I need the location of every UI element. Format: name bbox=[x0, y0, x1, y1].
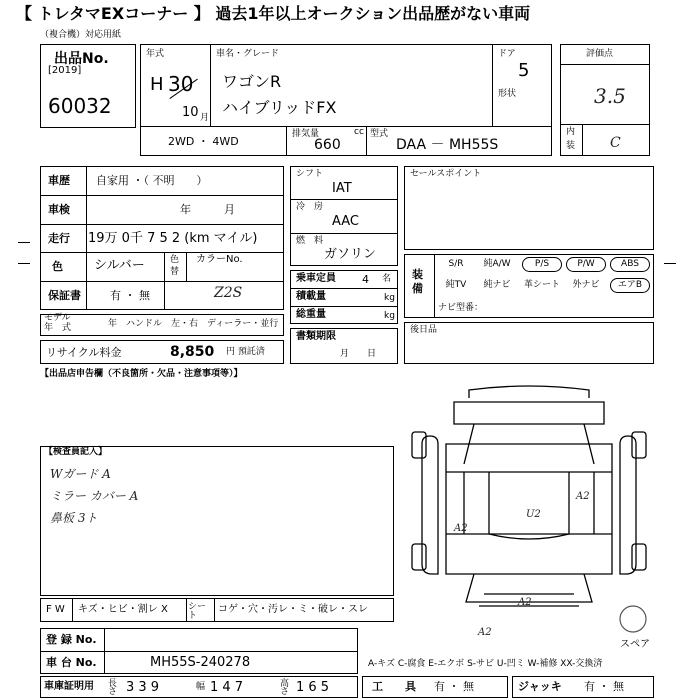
height-value: 1 6 5 bbox=[296, 680, 330, 695]
recycle-amount: 8,850 bbox=[170, 344, 215, 360]
chassis-label: 車 台 No. bbox=[46, 656, 97, 669]
cc-label: cc bbox=[354, 127, 364, 137]
weight-unit: kg bbox=[384, 311, 395, 321]
doors-value: 5 bbox=[518, 60, 530, 81]
history-row-label: 色 bbox=[52, 260, 63, 273]
color-change-label-2: 替 bbox=[170, 267, 180, 277]
equip-sr: S/R bbox=[448, 259, 464, 269]
history-row-label: 走行 bbox=[48, 232, 70, 245]
car-name: ワゴンR bbox=[222, 72, 282, 91]
ac-value: AAC bbox=[332, 214, 359, 229]
fw-text: キズ・ヒビ・割レ X bbox=[78, 604, 168, 615]
banner: 【 トレタマEXコーナー 】 過去1年以上オークション出品歴がない車両 bbox=[16, 4, 531, 23]
name-label: 車名・グレード bbox=[216, 49, 280, 59]
shift-value: IAT bbox=[332, 181, 352, 196]
equip-ext-navi: 外ナビ bbox=[572, 280, 600, 290]
weight-label: 総重量 bbox=[296, 309, 326, 320]
ac-label: 冷 房 bbox=[296, 202, 324, 212]
interior-value: C bbox=[610, 135, 621, 151]
interior-label-2: 装 bbox=[566, 141, 576, 151]
model-year-rest: 年 ハンドル 左・右 ディーラー・並行 bbox=[108, 319, 279, 329]
history-row-value: 有 ・ 無 bbox=[110, 289, 150, 302]
width-label: 幅 bbox=[196, 682, 206, 692]
tools-label: 工 具 bbox=[372, 680, 416, 693]
width-value: 1 4 7 bbox=[210, 680, 244, 695]
tools-value: 有 ・ 無 bbox=[434, 680, 474, 693]
load-label: 積載量 bbox=[296, 291, 326, 302]
notice-label: 【出品店申告欄（不良箇所・欠品・注意事項等）】 bbox=[40, 369, 243, 379]
fuel-value: ガソリン bbox=[324, 247, 377, 262]
inspector-note: 鼻板 3ト bbox=[50, 511, 98, 525]
color-no-value: Z2S bbox=[214, 285, 243, 301]
car-damage-diagram bbox=[404, 384, 654, 624]
shape-label: 形状 bbox=[498, 89, 517, 99]
color-change-label-1: 色 bbox=[170, 255, 180, 265]
equip-abs: ABS bbox=[610, 257, 650, 272]
damage-mark: A2 bbox=[576, 491, 590, 502]
interior-label-1: 内 bbox=[566, 127, 576, 137]
history-row-label: 車検 bbox=[48, 203, 70, 216]
recycle-label: リサイクル料金 bbox=[46, 346, 122, 359]
drive-value: 2WD ・ 4WD bbox=[168, 135, 239, 148]
inspector-label: 【検査員記入】 bbox=[44, 447, 108, 457]
history-row-value: 自家用 ・（ 不明 ） bbox=[96, 174, 208, 187]
jack-label: ジャッキ bbox=[518, 680, 562, 693]
model-year-label-2: 年 式 bbox=[44, 323, 72, 333]
capacity-unit: 名 bbox=[382, 274, 392, 284]
navi-label: ナビ型番： bbox=[438, 303, 484, 313]
month-unit: 月 bbox=[200, 113, 210, 123]
history-row-label: 保証書 bbox=[48, 289, 81, 302]
damage-mark: U2 bbox=[526, 509, 541, 520]
model-label: 型式 bbox=[370, 129, 389, 139]
history-row-label: 車歴 bbox=[48, 174, 70, 187]
history-row-value: シルバー bbox=[94, 258, 145, 273]
chassis-value: MH55S-240278 bbox=[150, 655, 251, 670]
seat-label: シート bbox=[188, 602, 207, 621]
color-no-label: カラーNo. bbox=[196, 254, 243, 265]
car-grade: ハイブリッドFX bbox=[222, 98, 337, 117]
equip-pw: P/W bbox=[566, 257, 606, 272]
recycle-unit: 円 預託済 bbox=[226, 347, 265, 357]
inspector-note: ミラー カバー A bbox=[50, 489, 139, 503]
equip-ps: P/S bbox=[522, 257, 562, 272]
lot-number: 60032 bbox=[48, 94, 112, 118]
sales-point-label: セールスポイント bbox=[410, 169, 482, 179]
model-year-label-1: モデル bbox=[44, 313, 71, 323]
cert-label: 車庫証明用 bbox=[44, 681, 94, 692]
equipment-label: 装 備 bbox=[412, 268, 434, 295]
length-label: 長さ bbox=[108, 679, 118, 697]
after-label: 後日品 bbox=[410, 325, 438, 335]
shift-label: シフト bbox=[296, 169, 324, 179]
load-unit: kg bbox=[384, 293, 395, 303]
equip-awheel: 純A/W bbox=[483, 259, 511, 269]
height-label: 高さ bbox=[280, 679, 290, 697]
lot-label: 出品No. bbox=[54, 51, 109, 67]
displacement-label: 排気量 bbox=[292, 129, 320, 139]
inspector-note: Wガード A bbox=[50, 467, 111, 481]
equip-navi: 純ナビ bbox=[483, 280, 511, 290]
reissue-label: （複合機）対応用紙 bbox=[40, 30, 122, 40]
spare-label: スペア bbox=[620, 639, 650, 650]
displacement-value: 660 bbox=[314, 137, 341, 153]
capacity-value: 4 bbox=[362, 273, 369, 286]
capacity-label: 乗車定員 bbox=[296, 273, 336, 284]
month-value: 10 bbox=[182, 105, 199, 120]
model-value: DAA － MH55S bbox=[396, 137, 499, 153]
jack-value: 有 ・ 無 bbox=[584, 680, 624, 693]
equip-leather: 革シート bbox=[523, 280, 560, 290]
damage-mark: A2 bbox=[478, 627, 492, 638]
year-label: 年式 bbox=[146, 49, 165, 59]
doc-unit: 月 日 bbox=[340, 349, 377, 359]
reg-label: 登 録 No. bbox=[46, 633, 97, 646]
era: H bbox=[150, 74, 164, 95]
seat-text: コゲ・穴・汚レ・ミ・破レ・スレ bbox=[218, 604, 368, 615]
damage-legend: A-キズ C-腐食 E-エクボ S-サビ U-凹ミ W-補修 XX-交換済 bbox=[368, 659, 603, 669]
equip-tv: 純TV bbox=[445, 280, 467, 290]
score-value: 3.5 bbox=[594, 84, 626, 108]
fw-label: F W bbox=[46, 604, 65, 615]
doors-label: ドア bbox=[498, 49, 516, 59]
spare-tire-icon bbox=[618, 604, 648, 634]
after-box bbox=[404, 322, 654, 364]
score-label: 評価点 bbox=[586, 49, 614, 59]
length-value: 3 3 9 bbox=[126, 680, 160, 695]
damage-mark: A2 bbox=[454, 523, 468, 534]
history-row-value: 19万 0千 7 5 2 (km マイル) bbox=[88, 231, 258, 246]
doc-label: 書類期限 bbox=[296, 331, 336, 342]
year-value: 30 bbox=[168, 72, 194, 96]
fuel-label: 燃 料 bbox=[296, 236, 324, 246]
history-row-value: 年 月 bbox=[180, 203, 235, 216]
equip-airbag: エアB bbox=[610, 278, 650, 293]
damage-mark: A2 bbox=[518, 597, 532, 608]
year-stamp: [2019] bbox=[48, 65, 82, 76]
